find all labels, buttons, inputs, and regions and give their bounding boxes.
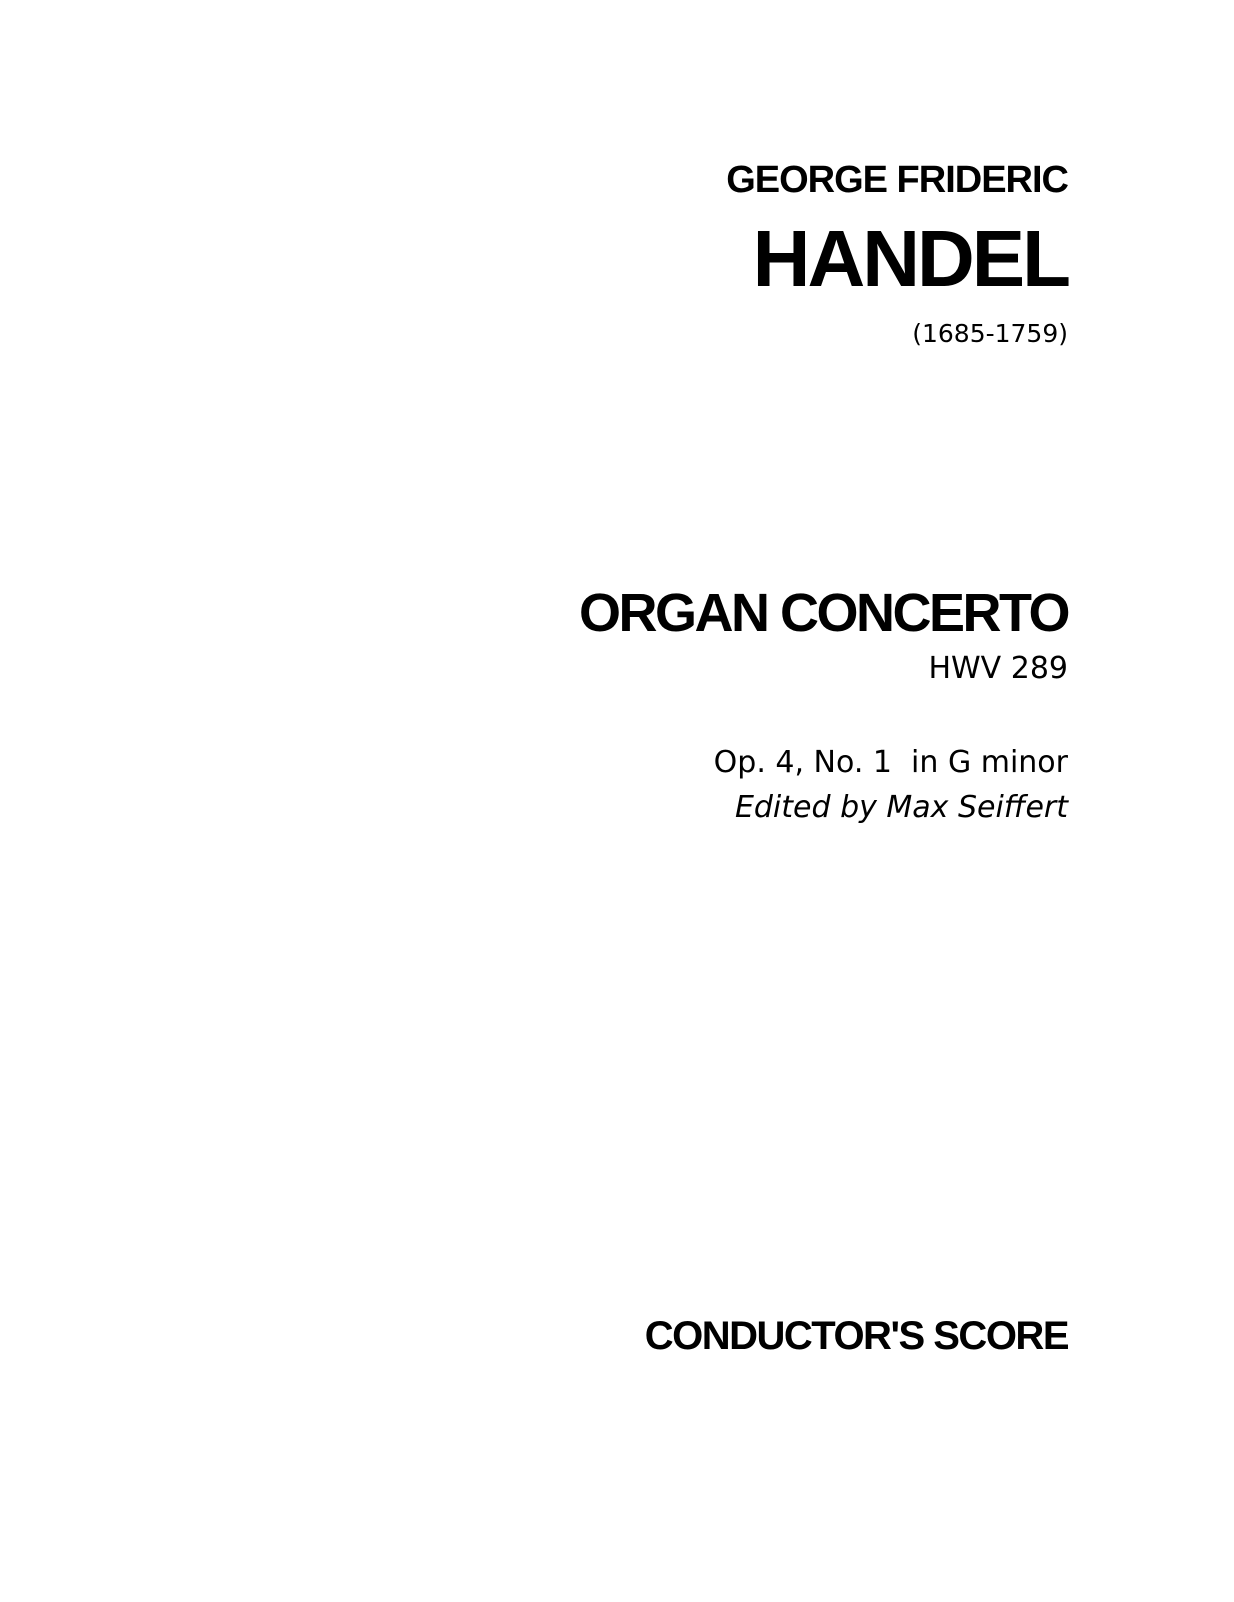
composer-surname: HANDEL (752, 214, 1068, 303)
catalog-number: HWV 289 (928, 651, 1068, 686)
opus-and-key: Op. 4, No. 1 in G minor (713, 745, 1068, 780)
editor-credit: Edited by Max Seiffert (734, 790, 1068, 825)
work-title: ORGAN CONCERTO (578, 583, 1068, 643)
score-type: CONDUCTOR'S SCORE (644, 1314, 1068, 1358)
composer-dates: (1685-1759) (912, 319, 1068, 348)
composer-first-names: GEORGE FRIDERIC (726, 159, 1068, 201)
